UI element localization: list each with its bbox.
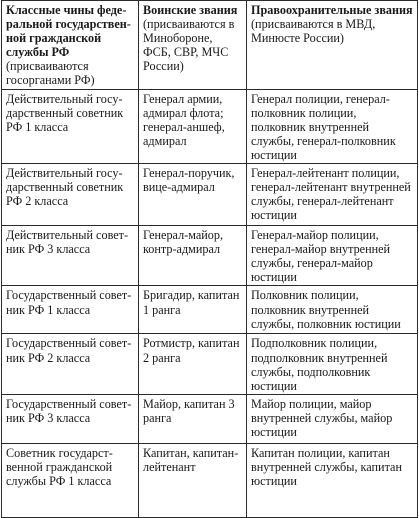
header-civil-ranks xyxy=(2,1,139,90)
header-civil-title: Классные чины федеральной государственной гражданской службы РФ xyxy=(6,3,131,60)
cell-military-rank: Генерал-поручик, вице-адмирал xyxy=(139,164,247,226)
ranks-comparison-table xyxy=(1,0,418,518)
cell-civil-rank: Государственный советник РФ 1 класса xyxy=(2,286,139,334)
cell-law-rank: Майор полиции, майор внутренней службы, майор юстиции xyxy=(247,394,418,443)
cell-civil-rank: Государственный советник РФ 3 класса xyxy=(2,394,139,443)
cell-military-rank: Генерал-майор, контр-адмирал xyxy=(139,226,247,286)
table-row xyxy=(2,443,418,517)
header-civil-note: (присваиваются госорганами РФ) xyxy=(6,59,95,88)
cell-law-rank: Капитан полиции, капитан внутренней службы, капитан юстиции xyxy=(247,443,418,517)
cell-civil-rank: Государственный советник РФ 2 класса xyxy=(2,334,139,394)
cell-military-rank: Генерал армии, адмирал флота; генерал-аншеф, адмирал xyxy=(139,89,247,163)
cell-law-rank: Генерал-майор полиции, генерал-майор внутренней службы, генерал-майор юстиции xyxy=(247,226,418,286)
cell-law-rank: Генерал-лейтенант полиции, генерал-лейтенант внутренней службы, генерал-лейтенант юстиции xyxy=(247,164,418,226)
header-law-ranks xyxy=(247,1,418,90)
cell-law-rank: Генерал полиции, генерал-полковник полиции, полковник внутренней службы, генерал-полковник юстиции xyxy=(247,89,418,163)
header-law-note: (присваиваются в МВД, Минюсте России) xyxy=(251,17,376,46)
table-row xyxy=(2,164,418,226)
cell-civil-rank: Советник государственной гражданской службы РФ 1 класса xyxy=(2,443,139,517)
cell-military-rank: Ротмистр, капитан 2 ранга xyxy=(139,334,247,394)
header-military-ranks xyxy=(139,1,247,90)
table-header-row xyxy=(2,1,418,90)
cell-civil-rank: Действительный советник РФ 3 класса xyxy=(2,226,139,286)
table-row xyxy=(2,226,418,286)
cell-law-rank: Полковник полиции, полковник внутренней службы, полковник юстиции xyxy=(247,286,418,334)
table-row xyxy=(2,89,418,163)
table-row xyxy=(2,286,418,334)
cell-civil-rank: Действительный государственный советник РФ 1 класса xyxy=(2,89,139,163)
header-military-note: (присваиваются в Минобороне, ФСБ, СВР, МЧС России) xyxy=(143,17,235,74)
header-military-title: Воинские звания xyxy=(143,3,238,17)
table-row xyxy=(2,394,418,443)
cell-military-rank: Бригадир, капитан 1 ранга xyxy=(139,286,247,334)
cell-military-rank: Капитан, капитан-лейтенант xyxy=(139,443,247,517)
header-law-title: Правоохранительные звания xyxy=(251,3,413,17)
cell-civil-rank: Действительный государственный советник РФ 2 класса xyxy=(2,164,139,226)
cell-law-rank: Подполковник полиции, подполковник внутренней службы, подполковник юстиции xyxy=(247,334,418,394)
table-row xyxy=(2,334,418,394)
cell-military-rank: Майор, капитан 3 ранга xyxy=(139,394,247,443)
